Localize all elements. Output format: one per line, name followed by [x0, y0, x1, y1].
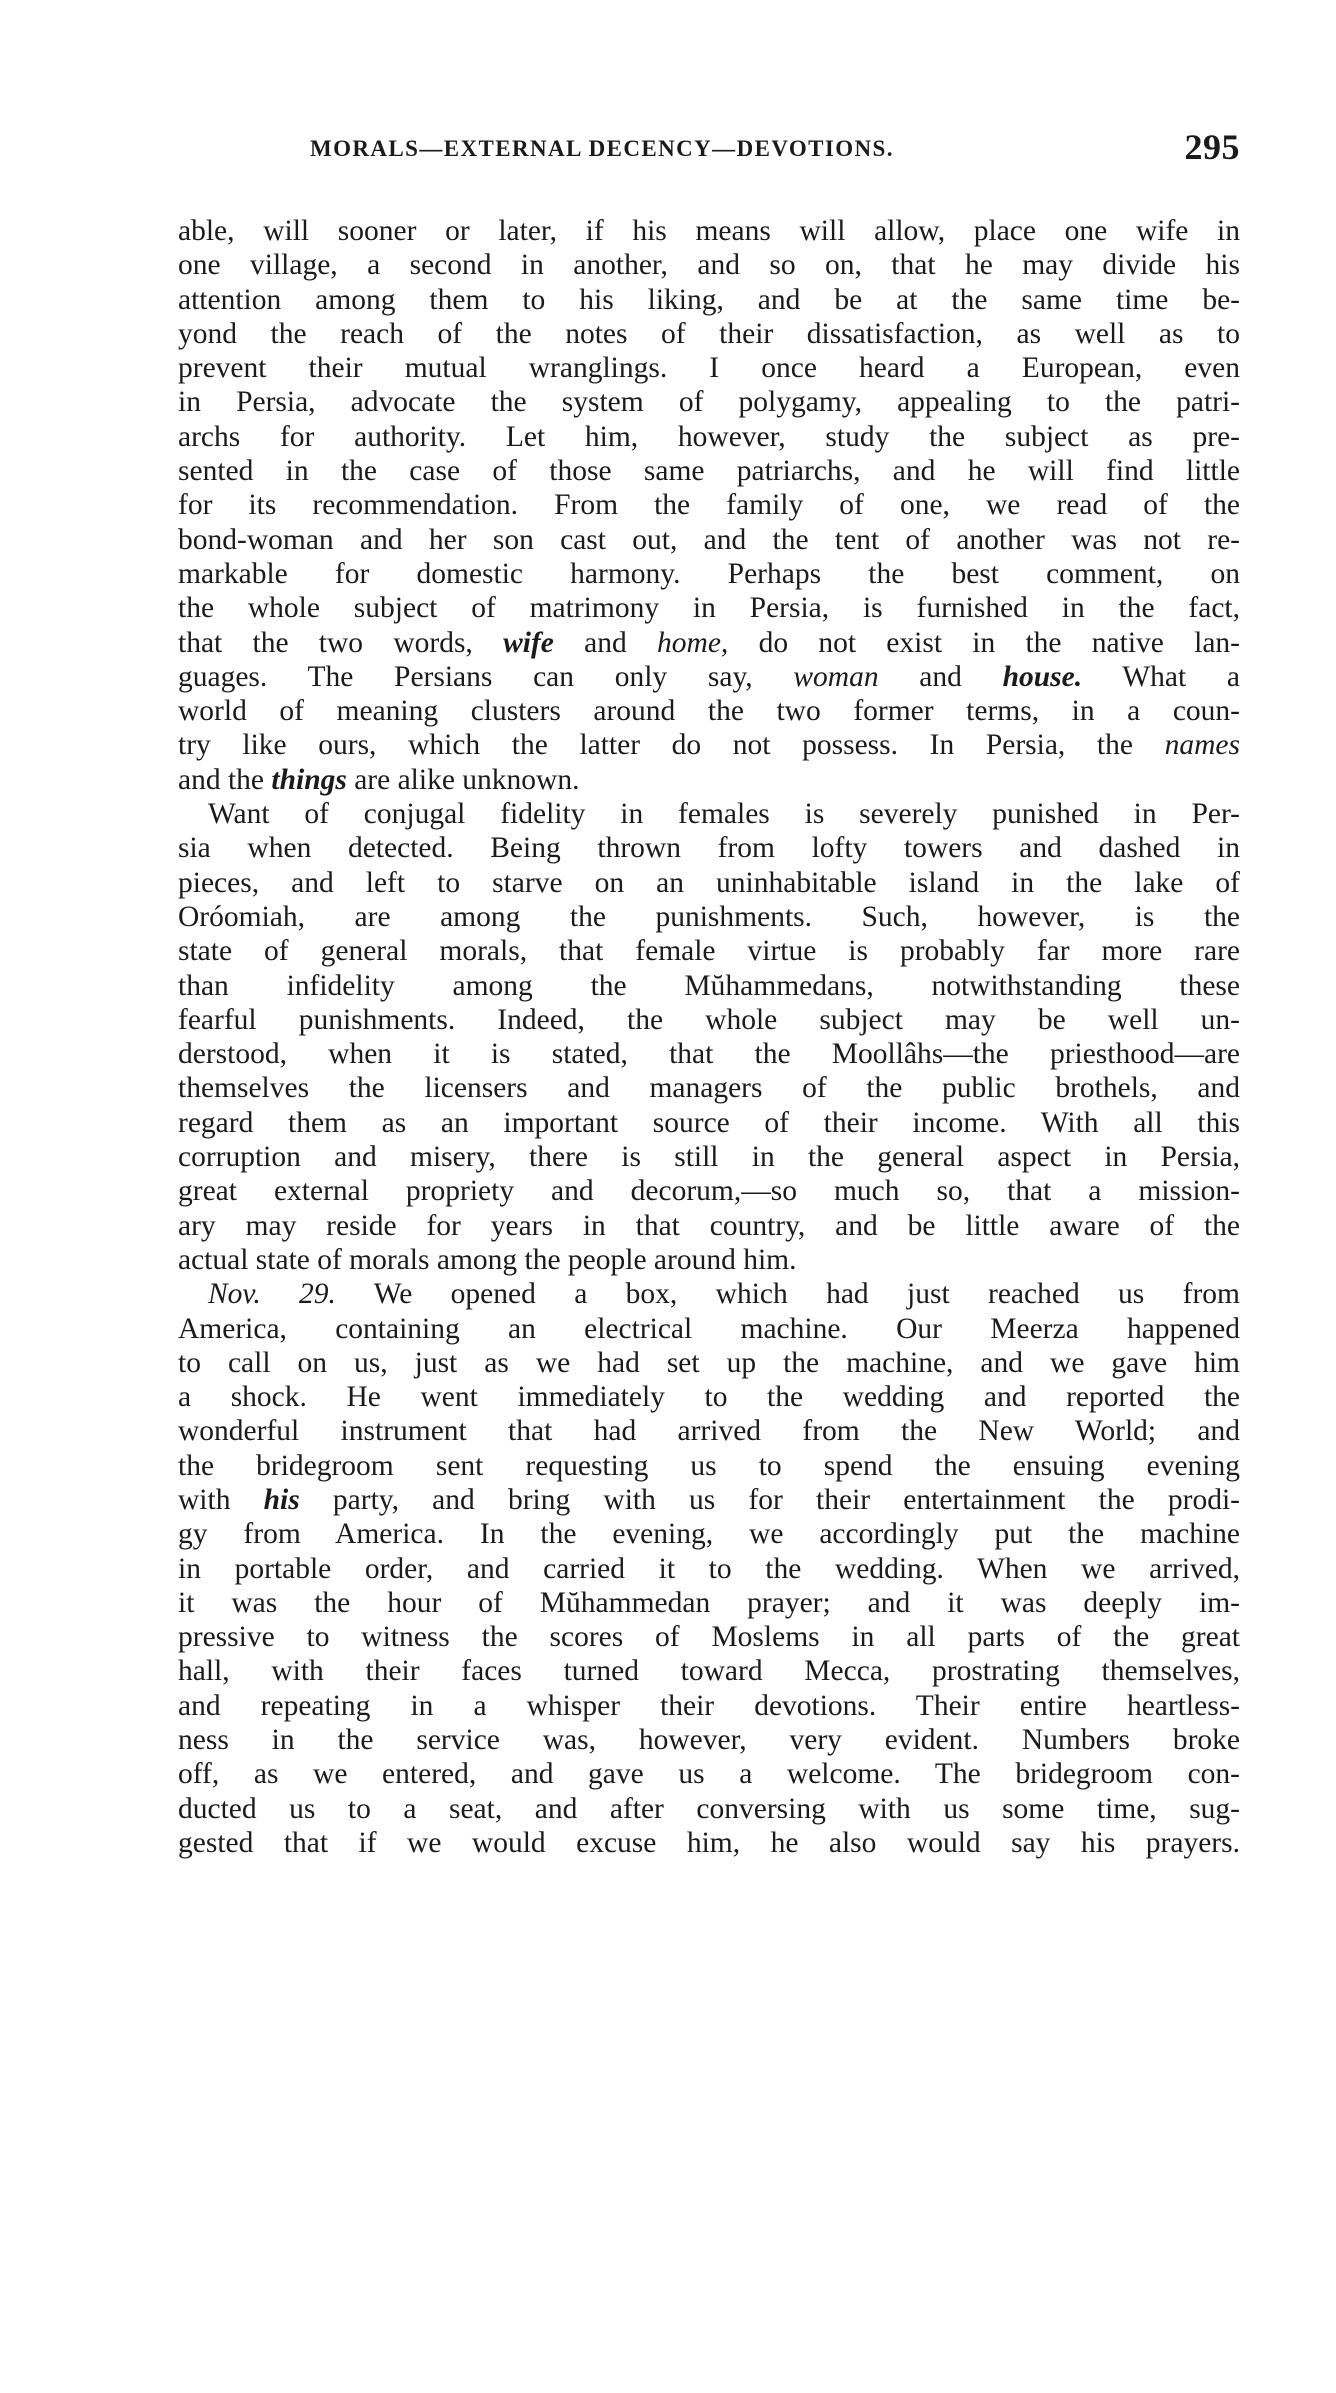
- page-number: 295: [1184, 127, 1240, 167]
- text-line: pressive to witness the scores of Moslems in all parts of the great: [178, 1621, 1240, 1654]
- text-line: the whole subject of matrimony in Persia, is furnished in the fact,: [178, 592, 1240, 625]
- text-span: and: [878, 660, 1003, 693]
- body-text: [178, 214, 1240, 1860]
- text-line: corruption and misery, there is still in the general aspect in Persia,: [178, 1141, 1240, 1174]
- text-line: in Persia, advocate the system of polygamy, appealing to the patri-: [178, 386, 1240, 419]
- text-line: [178, 660, 1240, 694]
- text-line: markable for domestic harmony. Perhaps the best comment, on: [178, 557, 1240, 590]
- text-line: ness in the service was, however, very evident. Numbers broke: [178, 1724, 1240, 1757]
- text-line: in portable order, and carried it to the wedding. When we arrived,: [178, 1552, 1240, 1585]
- text-line: gy from America. In the evening, we accordingly put the machine: [178, 1518, 1240, 1551]
- text-line: [178, 728, 1240, 762]
- text-line: [178, 1277, 1240, 1311]
- text-line: for its recommendation. From the family of one, we read of the: [178, 489, 1240, 522]
- text-line: [178, 1483, 1240, 1517]
- date-label: Nov. 29.: [208, 1278, 336, 1311]
- text-line: than infidelity among the Mŭhammedans, notwithstanding these: [178, 969, 1240, 1002]
- text-span: that the two words,: [178, 626, 504, 659]
- text-span: We opened a box, which had just reached us from: [335, 1278, 1240, 1311]
- text-line: sented in the case of those same patriarchs, and he will find little: [178, 455, 1240, 488]
- text-line: state of general morals, that female virtue is probably far more rare: [178, 935, 1240, 968]
- italic-word: woman: [793, 660, 879, 693]
- text-line: able, will sooner or later, if his means will allow, place one wife in: [178, 215, 1240, 247]
- text-line: one village, a second in another, and so on, that he may divide his: [178, 249, 1240, 282]
- text-line: themselves the licensers and managers of the public brothels, and: [178, 1072, 1240, 1105]
- text-line: pieces, and left to starve on an uninhabitable island in the lake of: [178, 866, 1240, 899]
- text-line: yond the reach of the notes of their dissatisfaction, as well as to: [178, 317, 1240, 350]
- text-line: sia when detected. Being thrown from lofty towers and dashed in: [178, 832, 1240, 865]
- text-line: fearful punishments. Indeed, the whole subject may be well un-: [178, 1003, 1240, 1036]
- text-line: wonderful instrument that had arrived from the New World; and: [178, 1415, 1240, 1448]
- text-span: guages. The Persians can only say,: [178, 660, 794, 693]
- text-line: regard them as an important source of their income. With all this: [178, 1106, 1240, 1139]
- text-line: derstood, when it is stated, that the Moollâhs—the priesthood—are: [178, 1038, 1240, 1071]
- text-span: try like ours, which the latter do not possess. In Persia, the: [178, 729, 1165, 762]
- text-line: great external propriety and decorum,—so much so, that a mission-: [178, 1175, 1240, 1208]
- text-line: [178, 626, 1240, 660]
- text-line: Oróomiah, are among the punishments. Such, however, is the: [178, 900, 1240, 933]
- italic-word: house.: [1002, 660, 1083, 693]
- text-span: What a: [1082, 660, 1240, 693]
- text-line: a shock. He went immediately to the wedding and reported the: [178, 1381, 1240, 1414]
- text-line: off, as we entered, and gave us a welcome. The bridegroom con-: [178, 1758, 1240, 1791]
- text-line: prevent their mutual wranglings. I once heard a European, even: [178, 352, 1240, 385]
- italic-word: wife: [503, 626, 554, 659]
- text-line: hall, with their faces turned toward Mecca, prostrating themselves,: [178, 1655, 1240, 1688]
- text-line: archs for authority. Let him, however, study the subject as pre-: [178, 420, 1240, 453]
- running-title: MORALS—EXTERNAL DECENCY—DEVOTIONS.: [310, 136, 894, 161]
- text-line: [178, 763, 1240, 797]
- text-line: attention among them to his liking, and be at the same time be-: [178, 283, 1240, 316]
- text-line: it was the hour of Mŭhammedan prayer; and it was deeply im-: [178, 1586, 1240, 1619]
- text-span: and: [553, 626, 658, 659]
- text-span: and the: [178, 763, 272, 796]
- text-span: party, and bring with us for their entertainment the prodi-: [299, 1483, 1240, 1516]
- text-line: bond-woman and her son cast out, and the tent of another was not re-: [178, 523, 1240, 556]
- italic-word: his: [263, 1483, 300, 1516]
- text-line: actual state of morals among the people around him.: [178, 1243, 797, 1276]
- text-span: do not exist in the native lan-: [728, 626, 1241, 659]
- italic-word: names: [1164, 729, 1240, 762]
- italic-word: things: [271, 763, 347, 796]
- page-header: [310, 126, 1240, 170]
- text-line: to call on us, just as we had set up the machine, and we gave him: [178, 1346, 1240, 1379]
- text-line: gested that if we would excuse him, he also would say his prayers.: [178, 1826, 1240, 1859]
- text-line: world of meaning clusters around the two former terms, in a coun-: [178, 695, 1240, 728]
- text-line: Want of conjugal fidelity in females is severely punished in Per-: [208, 798, 1240, 831]
- text-span: are alike unknown.: [346, 763, 580, 796]
- italic-word: home,: [657, 626, 729, 659]
- text-line: and repeating in a whisper their devotions. Their entire heartless-: [178, 1689, 1240, 1722]
- text-line: ducted us to a seat, and after conversing with us some time, sug-: [178, 1792, 1240, 1825]
- text-line: America, containing an electrical machine. Our Meerza happened: [178, 1312, 1240, 1345]
- text-line: ary may reside for years in that country, and be little aware of the: [178, 1209, 1240, 1242]
- text-span: with: [178, 1483, 264, 1516]
- text-line: the bridegroom sent requesting us to spend the ensuing evening: [178, 1449, 1240, 1482]
